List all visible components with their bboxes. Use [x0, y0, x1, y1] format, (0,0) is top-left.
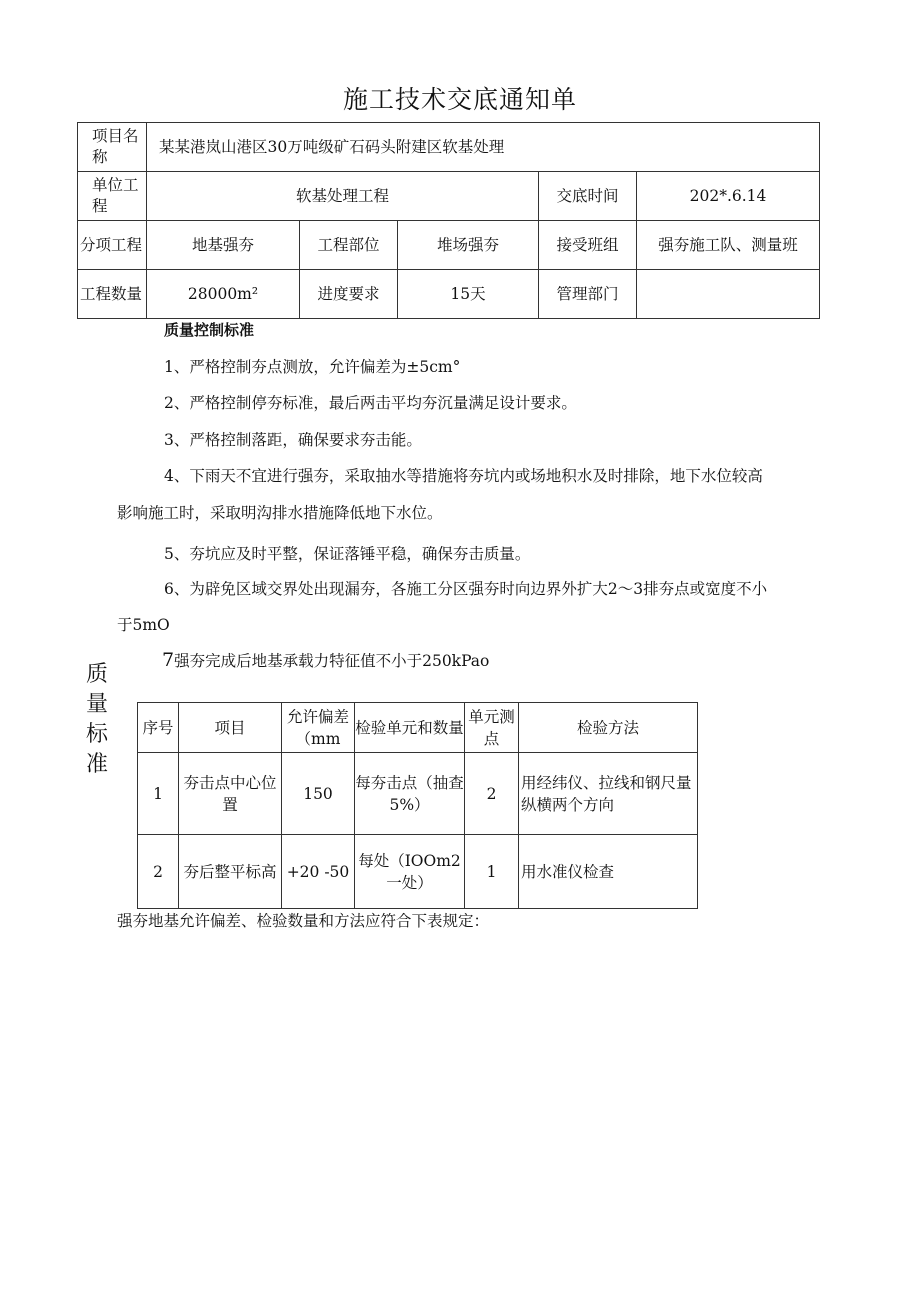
- row-unit: 每夯击点（抽查5%）: [355, 753, 465, 835]
- project-name-label: 项目名称: [78, 123, 147, 172]
- row-points: 2: [465, 753, 519, 835]
- table-row: [138, 835, 698, 909]
- unit-project-value: 软基处理工程: [147, 172, 539, 221]
- footer-note: 强夯地基允许偏差、检验数量和方法应符合下表规定：: [117, 912, 490, 930]
- quality-item-3: 3、严格控制落距，确保要求夯击能。: [164, 431, 422, 449]
- row-tolerance: +20 -50: [282, 835, 355, 909]
- quality-item-1: 1、严格控制夯点测放，允许偏差为±5cm°: [164, 358, 461, 376]
- header-unit: 检验单元和数量: [355, 703, 465, 753]
- page-title: 施工技术交底通知单: [342, 85, 577, 114]
- management-label: 管理部门: [539, 270, 637, 319]
- row-seq: 1: [138, 753, 179, 835]
- quality-item-7-number: 7: [162, 649, 175, 671]
- quality-item-5: 5、夯坑应及时平整，保证落锤平稳，确保夯击质量。: [164, 545, 531, 563]
- row-unit: 每处（IOOm2一处）: [355, 835, 465, 909]
- quality-item-6-cont: 于5mO: [117, 616, 170, 634]
- handover-time-value: 202*.6.14: [637, 172, 820, 221]
- row-method: 用经纬仪、拉线和钢尺量纵横两个方向: [519, 753, 698, 835]
- receiving-team-label: 接受班组: [539, 221, 637, 270]
- header-method: 检验方法: [519, 703, 698, 753]
- quality-item-4-cont: 影响施工时，采取明沟排水措施降低地下水位。: [117, 504, 443, 522]
- part-label: 工程部位: [300, 221, 398, 270]
- row-item: 夯后整平标高: [179, 835, 282, 909]
- quality-item-6: 6、为辟免区域交界处出现漏夯，各施工分区强夯时向边界外扩大2～3排夯点或宽度不小: [164, 580, 768, 598]
- receiving-team-value: 强夯施工队、测量班: [637, 221, 820, 270]
- header-seq: 序号: [138, 703, 179, 753]
- quantity-value: 28000m²: [147, 270, 300, 319]
- info-table: [77, 122, 820, 319]
- row-tolerance: 150: [282, 753, 355, 835]
- header-points: 单元测点: [465, 703, 519, 753]
- project-name-value: 某某港岚山港区30万吨级矿石码头附建区软基处理: [147, 123, 820, 172]
- header-tolerance: 允许偏差（mm: [282, 703, 355, 753]
- quality-item-2: 2、严格控制停夯标准，最后两击平均夯沉量满足设计要求。: [164, 394, 577, 412]
- sub-project-value: 地基强夯: [147, 221, 300, 270]
- inspection-table: [137, 702, 698, 909]
- row-item: 夯击点中心位置: [179, 753, 282, 835]
- quality-item-7: [162, 650, 489, 671]
- part-value: 堆场强夯: [398, 221, 539, 270]
- row-seq: 2: [138, 835, 179, 909]
- table-row: [138, 753, 698, 835]
- handover-time-label: 交底时间: [539, 172, 637, 221]
- quality-heading: 质量控制标准: [164, 321, 255, 339]
- sub-project-label: 分项工程: [78, 221, 147, 270]
- quantity-label: 工程数量: [78, 270, 147, 319]
- quality-item-7-text: 强夯完成后地基承载力特征值不小于250kPao: [174, 652, 490, 670]
- row-method: 用水准仪检查: [519, 835, 698, 909]
- quality-item-4: 4、下雨天不宜进行强夯，采取抽水等措施将夯坑内或场地积水及时排除，地下水位较高: [164, 467, 763, 485]
- row-points: 1: [465, 835, 519, 909]
- management-value: [637, 270, 820, 319]
- progress-value: 15天: [398, 270, 539, 319]
- quality-side-label: 质量标准: [86, 662, 109, 777]
- unit-project-label: 单位工程: [78, 172, 147, 221]
- header-item: 项目: [179, 703, 282, 753]
- progress-label: 进度要求: [300, 270, 398, 319]
